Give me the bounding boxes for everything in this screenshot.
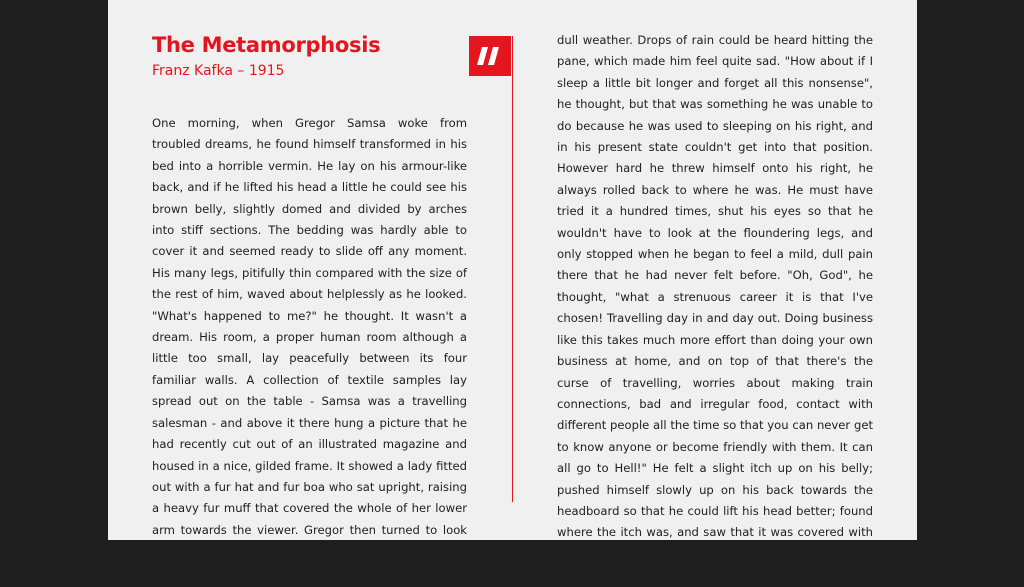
document-page — [108, 0, 917, 583]
right-column-text: dull weather. Drops of rain could be heard hitting the pane, which made him feel quite sad. "How about if I sleep a little bit longer and forget all this nonsense", he thought, but that was something he was unable to do because he was used to sleeping on his right, and in his present state couldn't get into that position. However hard he threw himself onto his right, he always rolled back to where he was. He must have tried it a hundred times, shut his eyes so that he wouldn't have to look at the floundering legs, and only stopped when he began to feel a mild, dull pain there that he had never felt before. "Oh, God", he thought, "what a strenuous career it is that I've chosen! Travelling day in and day out. Doing business like this takes much more effort than doing your own business at home, and on top of that there's the curse of travelling, worries about making train connections, bad and irregular food, contact with different people all the time so that you can never get to know anyone or become friendly with them. It can all go to Hell!" He felt a slight itch up on his belly; pushed himself slowly up on his back towards the headboard so that he could lift his head better; found where the itch was, and saw that it was covered with lots of little white spots which he didn't know what to make of. — [557, 33, 873, 583]
logo-glyph — [469, 36, 511, 76]
double-slash-quote-icon — [469, 36, 511, 76]
left-column-text: One morning, when Gregor Samsa woke from troubled dreams, he found himself transformed in his bed into a horrible vermin. He lay on his armour-like back, and if he lifted his head a little he could see his brown belly, slightly domed and divided by arches into stiff sections. The bedding was hardly able to cover it and seemed ready to slide off any moment. His many legs, pitifully thin compared with the size of the rest of him, waved about helplessly as he looked. "What's happened to me?" he thought. It wasn't a dream. His room, a proper human room although a little too small, lay peacefully between its four familiar walls. A collection of textile samples lay spread out on the table - Samsa was a travelling salesman - and above it there hung a picture that he had recently cut out of an illustrated magazine and housed in a nice, gilded frame. It showed a lady fitted out with a fur hat and fur boa who sat upright, raising a heavy fur muff that covered the whole of her lower arm towards the viewer. Gregor then turned to look out the window at the — [152, 116, 467, 559]
author-byline: Franz Kafka – 1915 — [152, 63, 285, 79]
page-title: The Metamorphosis — [152, 33, 381, 57]
column-divider — [512, 36, 513, 502]
